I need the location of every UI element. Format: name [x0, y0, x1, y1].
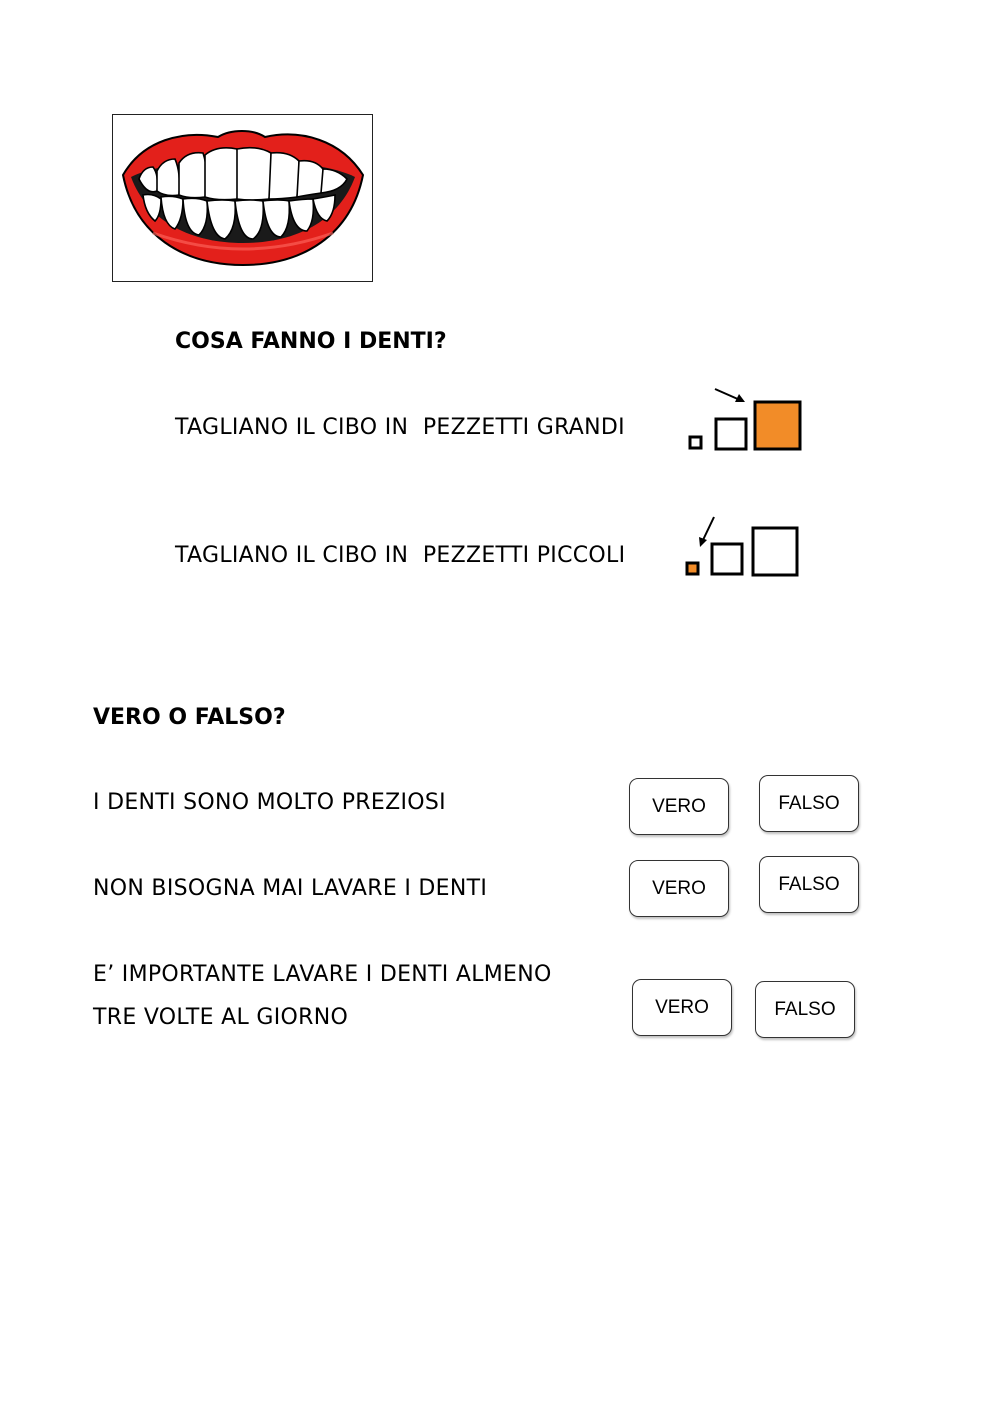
statement-1: I DENTI SONO MOLTO PREZIOSI — [93, 790, 446, 815]
statement-3-line-2: TRE VOLTE AL GIORNO — [93, 1005, 349, 1030]
medium-square — [712, 544, 742, 574]
section1-title: COSA FANNO I DENTI? — [175, 329, 447, 354]
tiny-square — [690, 437, 701, 448]
statement-1-falso-button[interactable]: FALSO — [759, 775, 859, 832]
teeth-image — [112, 114, 373, 282]
statement-2: NON BISOGNA MAI LAVARE I DENTI — [93, 876, 488, 901]
statement-1-vero-button[interactable]: VERO — [629, 778, 729, 835]
section2-title: VERO O FALSO? — [93, 705, 286, 730]
large-square-highlighted — [755, 402, 800, 449]
small-pieces-icon[interactable] — [681, 512, 806, 582]
statement-3-line-1: E’ IMPORTANTE LAVARE I DENTI ALMENO — [93, 962, 552, 987]
statement-2-vero-button[interactable]: VERO — [629, 860, 729, 917]
option-small-pieces-text[interactable]: TAGLIANO IL CIBO IN PEZZETTI PICCOLI — [175, 543, 626, 568]
statement-3-vero-button[interactable]: VERO — [632, 979, 732, 1036]
big-pieces-icon[interactable] — [685, 384, 810, 454]
large-square — [753, 528, 797, 575]
smiling-mouth-icon — [113, 115, 371, 280]
arrow-right-icon — [715, 389, 740, 400]
arrow-down-left-icon — [703, 517, 714, 540]
medium-square — [716, 419, 746, 449]
option-big-pieces-text[interactable]: TAGLIANO IL CIBO IN PEZZETTI GRANDI — [175, 415, 625, 440]
tiny-square-highlighted — [687, 563, 698, 574]
statement-3-falso-button[interactable]: FALSO — [755, 981, 855, 1038]
statement-2-falso-button[interactable]: FALSO — [759, 856, 859, 913]
